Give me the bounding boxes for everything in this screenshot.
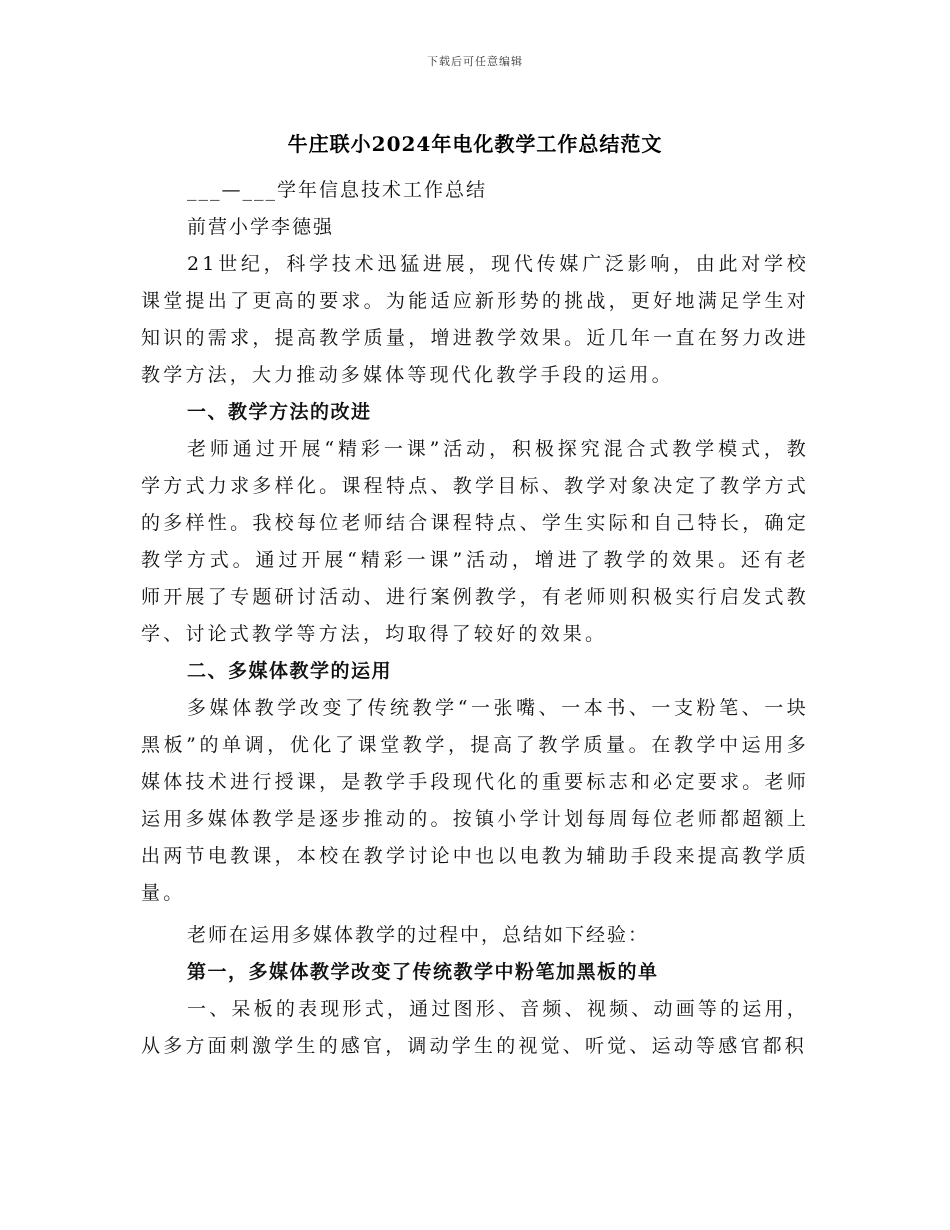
- experience-intro: 老师在运用多媒体教学的过程中，总结如下经验：: [187, 924, 650, 946]
- document-title: 牛庄联小2024年电化教学工作总结范文: [287, 132, 663, 156]
- document-body: [141, 172, 809, 1065]
- section-body-multimedia: 多媒体教学改变了传统教学“一张嘴、一本书、一支粉笔、一块黑板”的单调，优化了课堂教学，提高了教学质量。在教学中运用多媒体技术进行授课，是教学手段现代化的重要标志和必定要求。老师运用多媒体教学是逐步推动的。按镇小学计划每周每位老师都超额上出两节电教课，本校在教学讨论中也以电教为辅助手段来提高教学质量。: [141, 697, 809, 904]
- page-header-note: 下载后可任意编辑: [427, 55, 523, 68]
- intro-paragraph: 21世纪，科学技术迅猛进展，现代传媒广泛影响，由此对学校课堂提出了更高的要求。为能适应新形势的挑战，更好地满足学生对知识的需求，提高教学质量，增进教学效果。近几年一直在努力改进教学方法，大力推动多媒体等现代化教学手段的运用。: [141, 253, 809, 386]
- section-body-teaching-methods: 老师通过开展“精彩一课”活动，积极探究混合式教学模式，教学方式力求多样化。课程特点、教学目标、教学对象决定了教学方式的多样性。我校每位老师结合课程特点、学生实际和自己特长，确定教学方式。通过开展“精彩一课”活动，增进了教学的效果。还有老师开展了专题研讨活动、进行案例教学，有老师则积极实行启发式教学、讨论式教学等方法，均取得了较好的效果。: [141, 438, 809, 645]
- section-heading-teaching-methods: 一、教学方法的改进: [187, 401, 372, 423]
- subtitle: ___—___学年信息技术工作总结: [187, 179, 488, 201]
- point-heading-first: 第一，多媒体教学改变了传统教学中粉笔加黑板的单: [187, 961, 659, 983]
- point-body-first: 一、呆板的表现形式，通过图形、音频、视频、动画等的运用，从多方面刺激学生的感官，调动学生的视觉、听觉、运动等感官都积: [141, 998, 809, 1057]
- section-heading-multimedia: 二、多媒体教学的运用: [187, 660, 393, 682]
- author-line: 前营小学李德强: [187, 216, 335, 238]
